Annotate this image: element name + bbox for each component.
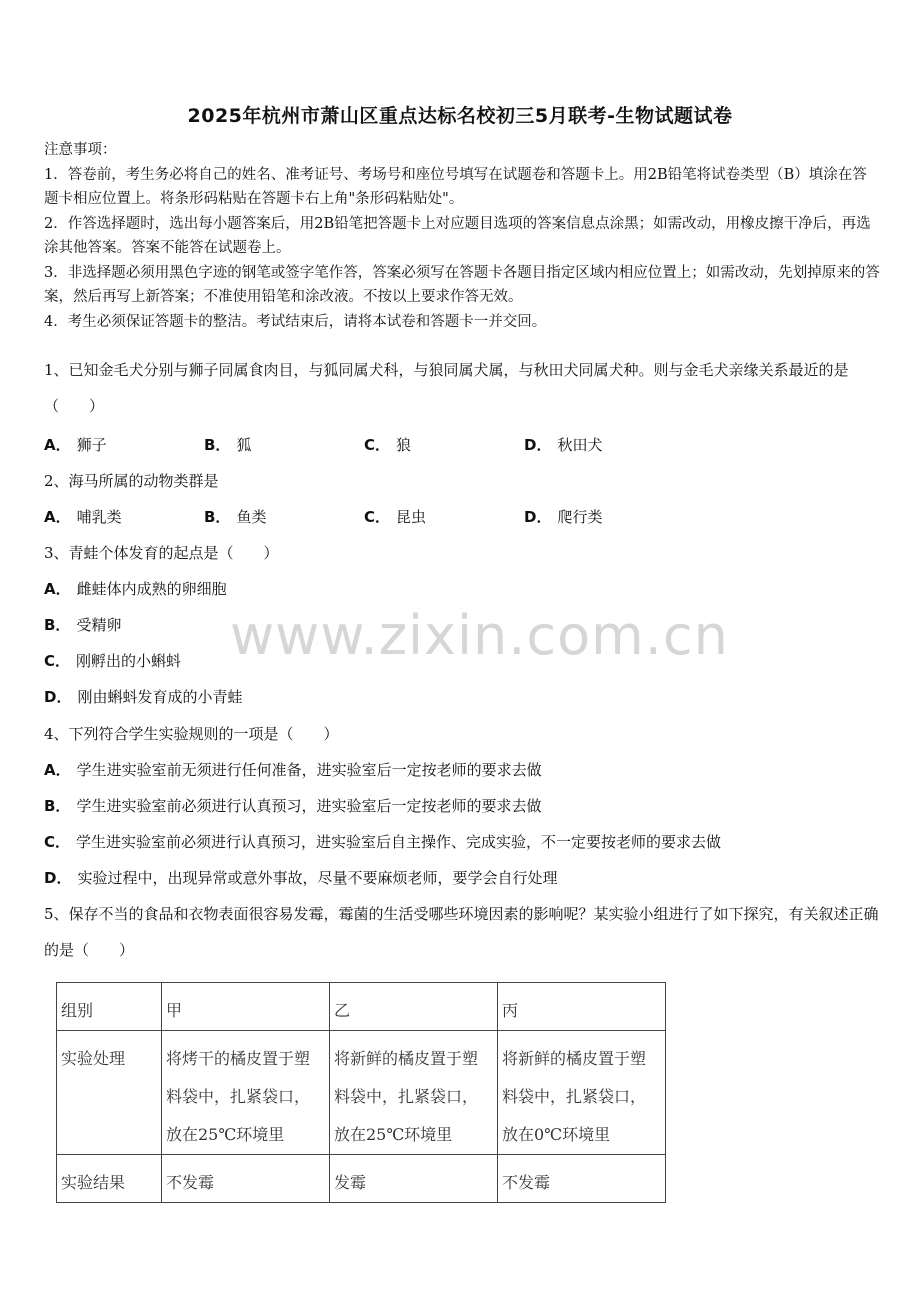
option-text: 学生进实验室前必须进行认真预习，进实验室后自主操作、完成实验，不一定要按老师的要求去做 xyxy=(76,833,722,851)
option-letter: C． xyxy=(44,652,71,670)
option-text: 学生进实验室前无须进行任何准备，进实验室后一定按老师的要求去做 xyxy=(76,761,542,779)
question-4-option-b[interactable] xyxy=(44,795,541,816)
table-cell: 将新鲜的橘皮置于塑料袋中，扎紧袋口，放在0℃环境里 xyxy=(498,1031,666,1155)
table-cell: 实验处理 xyxy=(57,1031,162,1155)
option-letter: B． xyxy=(204,436,231,454)
question-2-option-a[interactable] xyxy=(44,506,122,527)
question-4-stem: 4、下列符合学生实验规则的一项是（ ） xyxy=(44,725,339,743)
option-letter: A． xyxy=(44,761,71,779)
table-cell: 不发霉 xyxy=(162,1155,330,1203)
question-2-option-c[interactable] xyxy=(364,506,426,527)
option-text: 秋田犬 xyxy=(557,436,603,454)
question-2-stem: 2、海马所属的动物类群是 xyxy=(44,472,219,490)
option-letter: C． xyxy=(44,833,71,851)
option-text: 刚由蝌蚪发育成的小青蛙 xyxy=(77,688,243,706)
table-row xyxy=(57,1155,666,1203)
option-text: 受精卵 xyxy=(76,616,122,634)
table-header-cell: 组别 xyxy=(57,983,162,1031)
page-title: 2025年杭州市萧山区重点达标名校初三5月联考-生物试题试卷 xyxy=(187,105,733,127)
table-cell: 不发霉 xyxy=(498,1155,666,1203)
question-1-option-a[interactable] xyxy=(44,434,107,455)
question-1-option-c[interactable] xyxy=(364,434,411,455)
table-row xyxy=(57,1031,666,1155)
question-3-option-d[interactable] xyxy=(44,686,242,707)
option-text: 昆虫 xyxy=(396,508,427,526)
question-3-option-a[interactable] xyxy=(44,578,227,599)
option-text: 雌蛙体内成熟的卵细胞 xyxy=(76,580,227,598)
option-text: 鱼类 xyxy=(236,508,267,526)
question-2-option-d[interactable] xyxy=(524,506,602,527)
table-header-cell: 乙 xyxy=(330,983,498,1031)
option-letter: C． xyxy=(364,508,391,526)
table-cell: 发霉 xyxy=(330,1155,498,1203)
option-letter: B． xyxy=(204,508,231,526)
table-header-row xyxy=(57,983,666,1031)
question-3-stem: 3、青蛙个体发育的起点是（ ） xyxy=(44,544,279,562)
question-4-option-c[interactable] xyxy=(44,831,721,852)
question-3-option-b[interactable] xyxy=(44,614,121,635)
option-text: 实验过程中，出现异常或意外事故，尽量不要麻烦老师，要学会自行处理 xyxy=(77,869,558,887)
notice-item: 3．非选择题必须用黑色字迹的钢笔或签字笔作答，答案必须写在答题卡各题目指定区域内相应位置上；如需改动，先划掉原来的答案，然后再写上新答案；不准使用铅笔和涂改液。不按以上要求作答无效。 xyxy=(44,264,880,305)
question-2-option-b[interactable] xyxy=(204,506,266,527)
question-4-option-a[interactable] xyxy=(44,759,542,780)
notice-heading: 注意事项： xyxy=(44,142,117,158)
question-1-option-b[interactable] xyxy=(204,434,251,455)
table-header-cell: 甲 xyxy=(162,983,330,1031)
option-letter: A． xyxy=(44,580,71,598)
question-1-option-d[interactable] xyxy=(524,434,602,455)
table-header-cell: 丙 xyxy=(498,983,666,1031)
question-1-stem: 1、已知金毛犬分别与狮子同属食肉目，与狐同属犬科，与狼同属犬属，与秋田犬同属犬种。则与金毛犬亲缘关系最近的是（ ） xyxy=(44,361,849,415)
option-letter: D． xyxy=(524,436,552,454)
option-text: 爬行类 xyxy=(557,508,603,526)
option-text: 狮子 xyxy=(76,436,107,454)
option-letter: D． xyxy=(524,508,552,526)
option-letter: A． xyxy=(44,508,71,526)
notice-section xyxy=(44,138,880,334)
notice-item: 2．作答选择题时，选出每小题答案后，用2B铅笔把答题卡上对应题目选项的答案信息点涂黑；如需改动，用橡皮擦干净后，再选涂其他答案。答案不能答在试题卷上。 xyxy=(44,215,871,256)
notice-item: 4．考生必须保证答题卡的整洁。考试结束后，请将本试卷和答题卡一并交回。 xyxy=(44,313,547,330)
option-letter: B． xyxy=(44,616,71,634)
watermark: www.zixin.com.cn xyxy=(230,604,729,667)
option-text: 刚孵出的小蝌蚪 xyxy=(76,652,182,670)
option-letter: C． xyxy=(364,436,391,454)
option-letter: D． xyxy=(44,688,72,706)
option-letter: A． xyxy=(44,436,71,454)
option-letter: B． xyxy=(44,797,71,815)
option-text: 学生进实验室前必须进行认真预习，进实验室后一定按老师的要求去做 xyxy=(76,797,542,815)
option-text: 狐 xyxy=(236,436,252,454)
question-5-stem: 5、保存不当的食品和衣物表面很容易发霉，霉菌的生活受哪些环境因素的影响呢？某实验小组进行了如下探究，有关叙述正确的是（ ） xyxy=(44,905,879,959)
option-text: 哺乳类 xyxy=(76,508,122,526)
question-3-option-c[interactable] xyxy=(44,650,181,671)
table-cell: 将新鲜的橘皮置于塑料袋中，扎紧袋口，放在25℃环境里 xyxy=(330,1031,498,1155)
table-cell: 将烤干的橘皮置于塑料袋中，扎紧袋口，放在25℃环境里 xyxy=(162,1031,330,1155)
option-letter: D． xyxy=(44,869,72,887)
experiment-table xyxy=(56,982,666,1203)
notice-item: 1．答卷前，考生务必将自己的姓名、准考证号、考场号和座位号填写在试题卷和答题卡上。用2B铅笔将试卷类型（B）填涂在答题卡相应位置上。将条形码粘贴在答题卡右上角"条形码粘贴处"。 xyxy=(44,166,867,207)
option-text: 狼 xyxy=(396,436,412,454)
table-cell: 实验结果 xyxy=(57,1155,162,1203)
question-4-option-d[interactable] xyxy=(44,867,557,888)
